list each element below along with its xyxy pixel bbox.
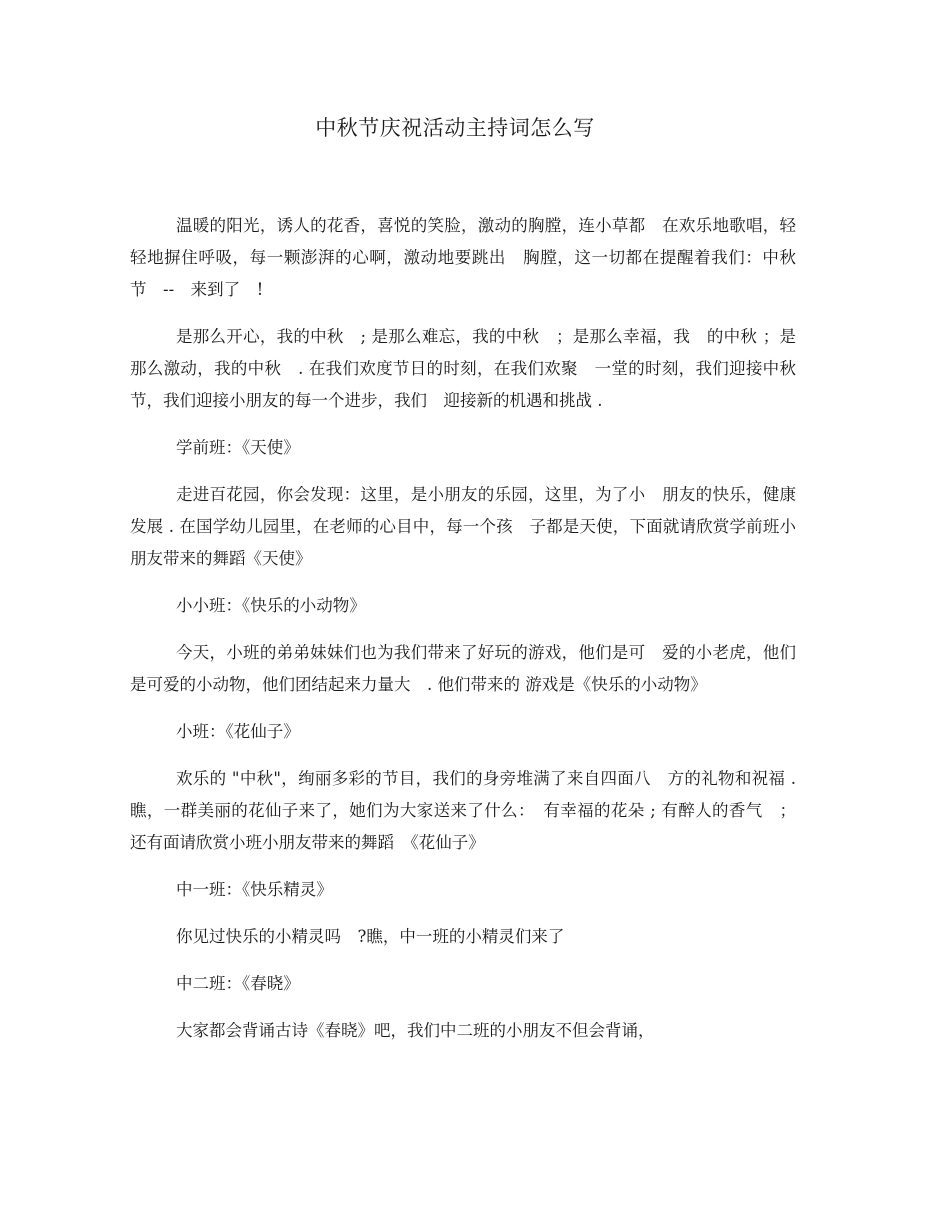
paragraph-intro: 温暖的阳光，诱人的花香，喜悦的笑脸，激动的胸膛，连小草都 在欢乐地歌唱，轻轻地摒住呼吸，每一颗澎湃的心啊，激动地要跳出 胸膛，这一切都在提醒着我们：中秋节 -- 来到了 !	[130, 216, 796, 299]
paragraph-xiaoxiao: 今天，小班的弟弟妹妹们也为我们带来了好玩的游戏，他们是可 爱的小老虎，他们是可爱的小动物，他们团结起来力量大 . 他们带来的 游戏是《快乐的小动物》	[130, 643, 796, 694]
document-body	[130, 210, 796, 1062]
paragraph-zhonger: 大家都会背诵古诗《春晓》吧，我们中二班的小朋友不但会背诵，	[176, 1021, 655, 1040]
program-heading-preschool: 学前班：《天使》	[176, 438, 300, 457]
program-heading-zhonger: 中二班：《春晓》	[176, 974, 300, 993]
paragraph-xiaoban: 欢乐的 "中秋"，绚丽多彩的节目，我们的身旁堆满了来自四面八 方的礼物和祝福 . 瞧，一群美丽的花仙子来了，她们为大家送来了什么： 有幸福的花朵 ; 有醉人的香气 ； 还有面请欣赏小班小朋友带来的舞蹈 《花仙子》	[130, 769, 796, 852]
paragraph-zhongyi: 你见过快乐的小精灵吗 ?瞧，中一班的小精灵们来了	[176, 927, 565, 946]
document-title: 中秋节庆祝活动主持词怎么写	[315, 116, 595, 140]
paragraph-mid-autumn: 是那么开心，我的中秋 ; 是那么难忘，我的中秋 ；是那么幸福，我 的中秋 ；是那么激动，我的中秋 . 在我们欢度节日的时刻，在我们欢聚 一堂的时刻，我们迎接中秋节，我们迎接小朋友的每一个进步，我们 迎接新的机遇和挑战 .	[130, 327, 796, 410]
program-heading-zhongyi: 中一班：《快乐精灵》	[176, 880, 333, 899]
paragraph-preschool: 走进百花园，你会发现：这里，是小朋友的乐园，这里，为了小 朋友的快乐，健康发展 . 在国学幼儿园里，在老师的心目中，每一个孩 子都是天使，下面就请欣赏学前班小朋友带来的舞蹈《天使》	[130, 485, 796, 568]
program-heading-xiaoxiao: 小小班：《快乐的小动物》	[176, 596, 366, 615]
program-heading-xiaoban: 小班：《花仙子》	[176, 722, 300, 741]
